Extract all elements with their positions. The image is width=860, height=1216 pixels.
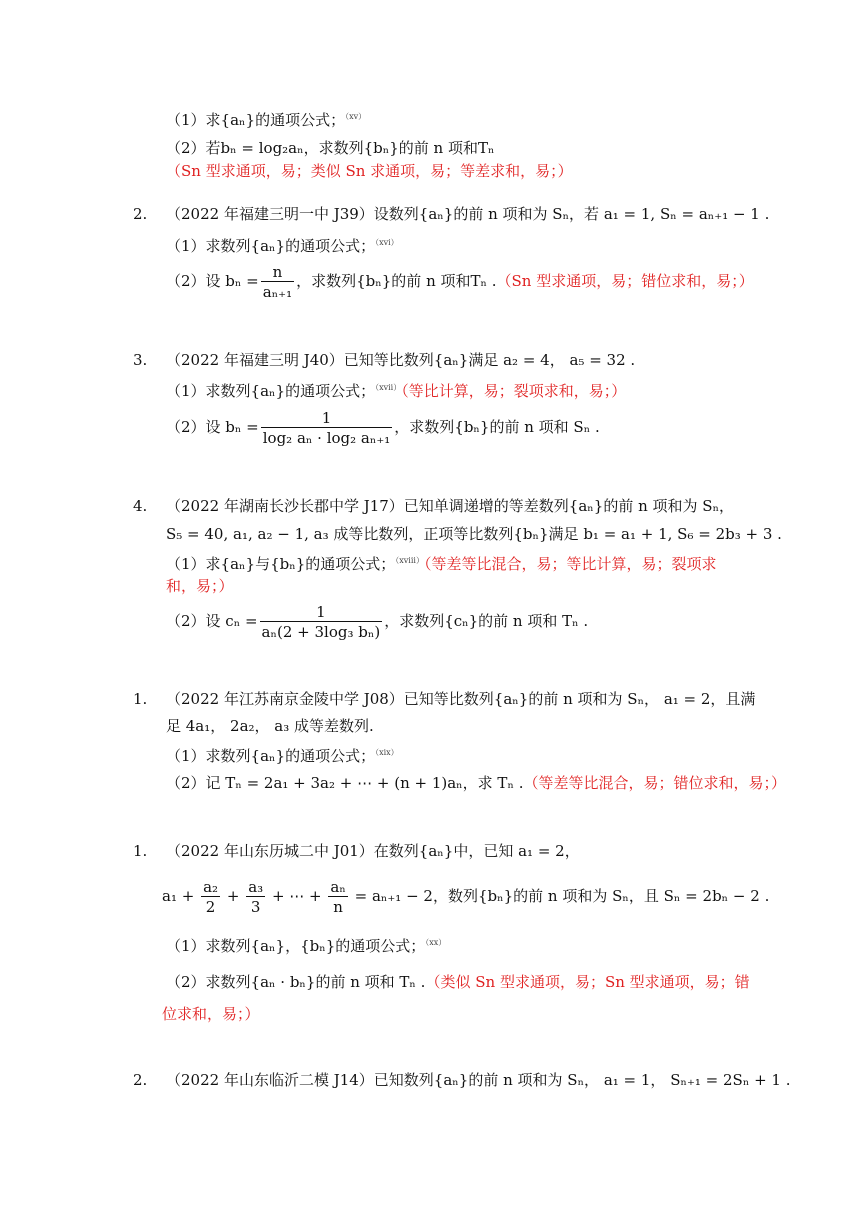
difficulty-note: （等比计算，易；裂项求和，易；） — [401, 382, 627, 400]
fraction: $\frac{1}{\text{log₂ aₙ · log₂ aₙ₊₁}}$ — [262, 408, 391, 447]
question-number: 3. — [133, 351, 148, 369]
part-2: （2）若bₙ = log₂aₙ，求数列{bₙ}的前 n 项和Tₙ — [166, 139, 495, 157]
question-number: 2. — [133, 205, 148, 223]
question-number: 1. — [133, 842, 148, 860]
part-1: （1）求{aₙ}与{bₙ}的通项公式；$^{(xviii)}$（等差等比混合，易；等比计算，易；裂项求 — [166, 555, 717, 573]
part-2: （2）设 bₙ = $\frac{1}{\text{log₂ aₙ · log₂ aₙ₊₁}}$ ，求数列{bₙ}的前 n 项和 Sₙ . — [166, 408, 600, 447]
question-number: 4. — [133, 497, 148, 515]
fraction: $\frac{\text{a₃}}{3}$ — [248, 877, 264, 916]
part-1: （1）求数列{aₙ}的通项公式；$^{(xvi)}$ — [166, 237, 399, 255]
fraction: $\frac{n}{\text{aₙ₊₁}}$ — [262, 262, 293, 301]
difficulty-note: （等差等比混合，易；等比计算，易；裂项求 — [423, 555, 717, 573]
part-2: （2）设 cₙ = $\frac{1}{\text{aₙ(2 + 3log₃ bₙ)}}$ ，求数列{cₙ}的前 n 项和 Tₙ . — [166, 602, 589, 641]
part-2: （2）设 bₙ = $\frac{n}{\text{aₙ₊₁}}$ ，求数列{bₙ}的前 n 项和Tₙ .（Sn 型求通项，易；错位求和，易；） — [166, 262, 754, 301]
question-stem: （2022 年江苏南京金陵中学 J08）已知等比数列{aₙ}的前 n 项和为 Sₙ， a₁ = 2，且满 — [166, 690, 756, 708]
question-stem: （2022 年福建三明一中 J39）设数列{aₙ}的前 n 项和为 Sₙ，若 a₁ = 1, Sₙ = aₙ₊₁ − 1 . — [166, 205, 770, 223]
question-number: 1. — [133, 690, 148, 708]
fraction: $\frac{\text{aₙ}}{n}$ — [330, 877, 346, 916]
question-stem: （2022 年山东临沂二模 J14）已知数列{aₙ}的前 n 项和为 Sₙ， a₁ = 1， Sₙ₊₁ = 2Sₙ + 1 . — [166, 1071, 791, 1089]
part-1: （1）求数列{aₙ}的通项公式；$^{(xvii)}$（等比计算，易；裂项求和，易；） — [166, 382, 627, 400]
question-stem: （2022 年福建三明 J40）已知等比数列{aₙ}满足 a₂ = 4， a₅ = 32 . — [166, 351, 636, 369]
question-stem: （2022 年山东历城二中 J01）在数列{aₙ}中，已知 a₁ = 2， — [166, 842, 580, 860]
part-1: （1）求{aₙ}的通项公式；$^{(xv)}$ — [166, 111, 367, 129]
question-stem: （2022 年湖南长沙长郡中学 J17）已知单调递增的等差数列{aₙ}的前 n 项和为 Sₙ， — [166, 497, 735, 515]
question-number: 2. — [133, 1071, 148, 1089]
part-2: （2）记 Tₙ = 2a₁ + 3a₂ + ⋯ + (n + 1)aₙ，求 Tₙ .（等差等比混合，易；错位求和，易；） — [166, 774, 786, 792]
difficulty-note: （等差等比混合，易；错位求和，易；） — [523, 774, 786, 792]
difficulty-note-cont: 和，易；） — [166, 577, 234, 595]
difficulty-note: （Sn 型求通项，易；类似 Sn 求通项，易；等差求和，易；） — [166, 162, 573, 180]
fraction: $\frac{\text{a₂}}{2}$ — [203, 877, 219, 916]
difficulty-note: （类似 Sn 型求通项，易；Sn 型求通项，易；错 — [425, 973, 750, 991]
part-1: （1）求数列{aₙ}，{bₙ}的通项公式；$^{(xx)}$ — [166, 937, 447, 955]
fraction: $\frac{1}{\text{aₙ(2 + 3log₃ bₙ)}}$ — [261, 602, 381, 641]
part-1: （1）求数列{aₙ}的通项公式；$^{(xix)}$ — [166, 747, 399, 765]
question-stem-cont: 足 4a₁， 2a₂， a₃ 成等差数列. — [166, 717, 374, 735]
question-stem-cont: S₅ = 40, a₁, a₂ − 1, a₃ 成等比数列，正项等比数列{bₙ}满足 b₁ = a₁ + 1, S₆ = 2b₃ + 3 . — [166, 525, 782, 543]
difficulty-note-cont: 位求和，易；） — [162, 1005, 260, 1023]
part-2: （2）求数列{aₙ · bₙ}的前 n 项和 Tₙ .（类似 Sn 型求通项，易；Sn 型求通项，易；错 — [166, 973, 750, 991]
formula-line: a₁ + $\frac{\text{a₂}}{2}$ + $\frac{\text{a₃}}{3}$ + ⋯ + $\frac{\text{aₙ}}{n}$ = aₙ₊₁ − 2，数列{bₙ}的前 n 项和为 Sₙ，且 Sₙ = 2bₙ − 2 . — [162, 877, 770, 916]
difficulty-note: （Sn 型求通项，易；错位求和，易；） — [496, 272, 754, 290]
